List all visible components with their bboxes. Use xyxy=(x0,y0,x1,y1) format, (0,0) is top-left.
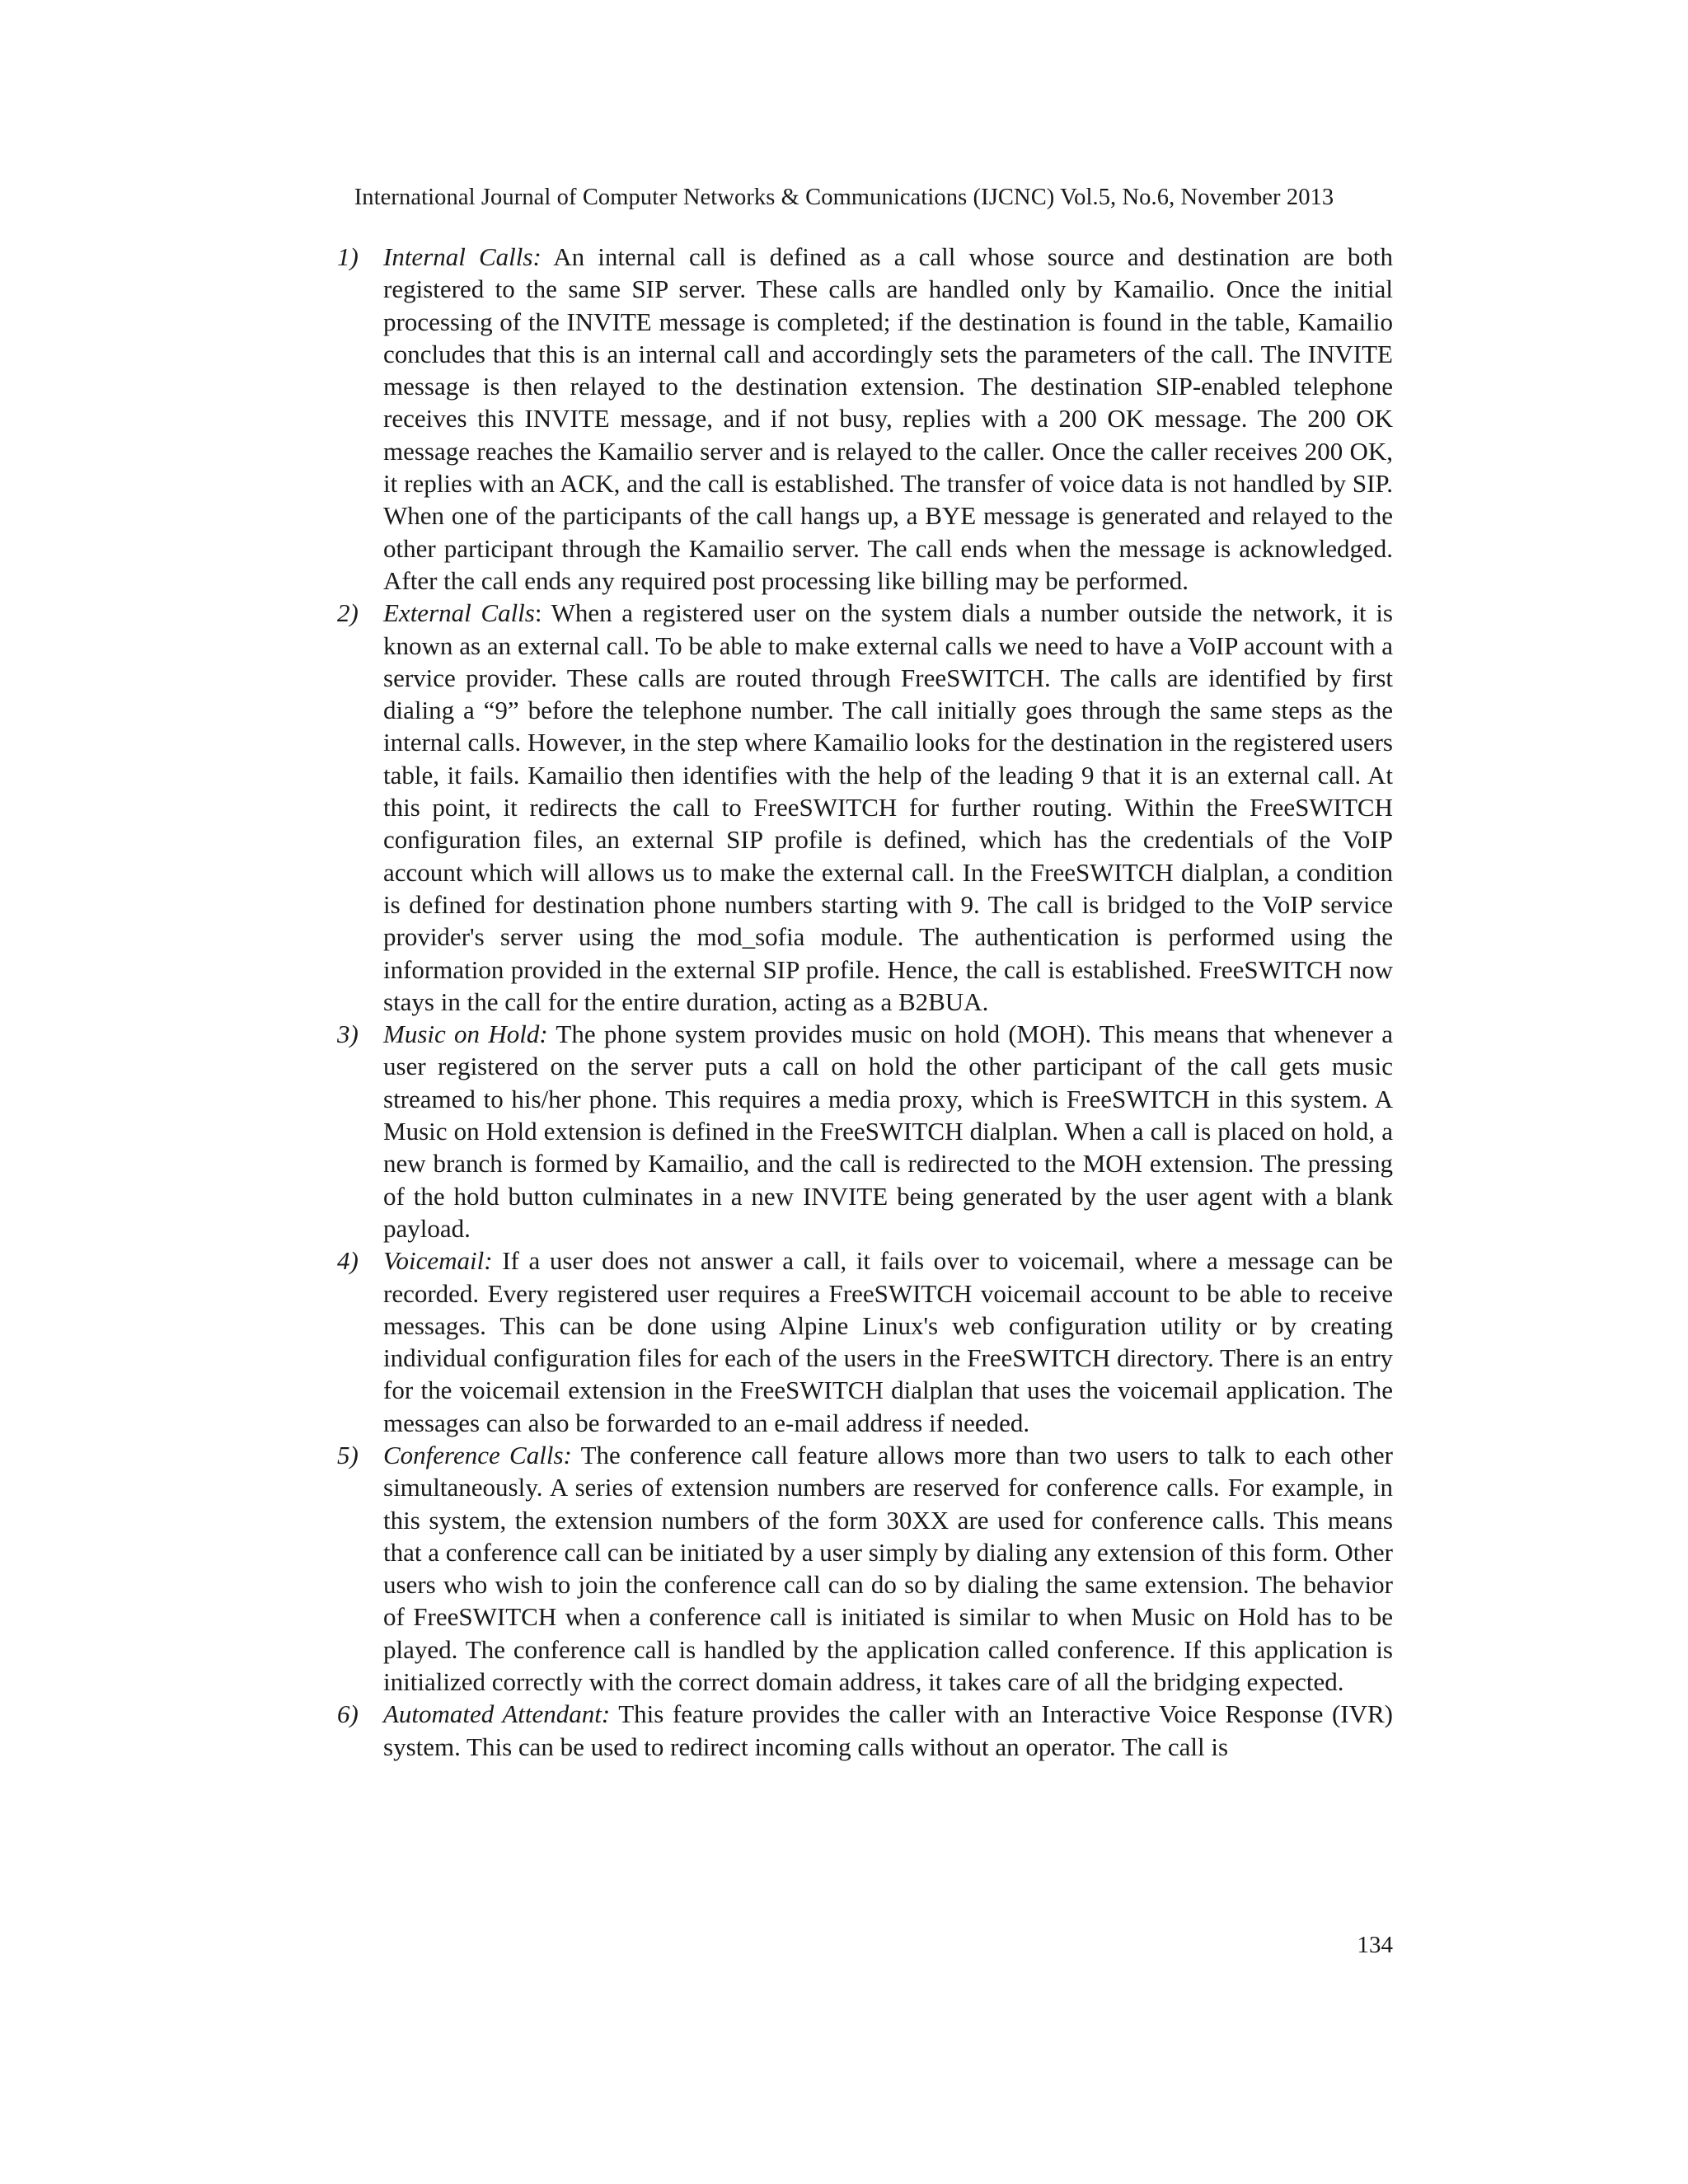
list-item-voicemail xyxy=(337,1244,1393,1439)
item-text: The conference call feature allows more than two users to talk to each other simultaneously. A series of extension numbers are reserved for conference calls. For example, in this system, the extension numbers of the form 30XX are used for conference calls. This means that a conference call can be initiated by a user simply by dialing any extension of this form. Other users who wish to join the conference call can do so by dialing the same extension. The behavior of FreeSWITCH when a conference call is initiated is similar to when Music on Hold has to be played. The conference call is handled by the application called conference. If this application is initialized correctly with the correct domain address, it takes care of all the bridging expected. xyxy=(383,1440,1393,1697)
item-title: Automated Attendant: xyxy=(383,1699,611,1729)
item-title: Internal Calls: xyxy=(383,242,542,271)
item-text: The phone system provides music on hold (MOH). This means that whenever a user registered on the server puts a call on hold the other participant of the call gets music streamed to his/her phone. This requires a media proxy, which is FreeSWITCH in this system. A Music on Hold extension is defined in the FreeSWITCH dialplan. When a call is placed on hold, a new branch is formed by Kamailio, and the call is redirected to the MOH extension. The pressing of the hold button culminates in a new INVITE being generated by the user agent with a blank payload. xyxy=(383,1019,1393,1243)
item-text: : When a registered user on the system dials a number outside the network, it is known as an external call. To be able to make external calls we need to have a VoIP account with a service provider. These calls are routed through FreeSWITCH. The calls are identified by first dialing a “9” before the telephone number. The call initially goes through the same steps as the internal calls. However, in the step where Kamailio looks for the destination in the registered users table, it fails. Kamailio then identifies with the help of the leading 9 that it is an external call. At this point, it redirects the call to FreeSWITCH for further routing. Within the FreeSWITCH configuration files, an external SIP profile is defined, which has the credentials of the VoIP account which will allows us to make the external call. In the FreeSWITCH dialplan, a condition is defined for destination phone numbers starting with 9. The call is bridged to the VoIP service provider's server using the mod_sofia module. The authentication is performed using the information provided in the external SIP profile. Hence, the call is established. FreeSWITCH now stays in the call for the entire duration, acting as a B2BUA. xyxy=(383,598,1393,1016)
item-body xyxy=(383,1018,1393,1244)
item-title: Music on Hold: xyxy=(383,1019,548,1049)
item-number: 1) xyxy=(337,242,359,271)
item-body xyxy=(383,597,1393,1018)
list-item-internal-calls xyxy=(337,241,1393,597)
item-title: Voicemail: xyxy=(383,1246,493,1276)
numbered-list xyxy=(337,241,1393,1763)
item-body xyxy=(383,1698,1393,1763)
item-body xyxy=(383,241,1393,597)
list-item-conference-calls xyxy=(337,1439,1393,1698)
item-number: 5) xyxy=(337,1440,359,1469)
list-item-music-on-hold xyxy=(337,1018,1393,1244)
journal-header: International Journal of Computer Networks & Communications (IJCNC) Vol.5, No.6, November 2013 xyxy=(354,185,1334,210)
list-item-external-calls xyxy=(337,597,1393,1018)
page-number: 134 xyxy=(1357,1932,1393,1958)
item-title: Conference Calls: xyxy=(383,1440,572,1469)
item-number: 6) xyxy=(337,1699,359,1729)
item-number: 2) xyxy=(337,598,359,628)
item-number: 3) xyxy=(337,1019,359,1049)
list-item-automated-attendant xyxy=(337,1698,1393,1763)
item-body xyxy=(383,1244,1393,1439)
item-text: An internal call is defined as a call whose source and destination are both registered to the same SIP server. These calls are handled only by Kamailio. Once the initial processing of the INVITE message is completed; if the destination is found in the table, Kamailio concludes that this is an internal call and accordingly sets the parameters of the call. The INVITE message is then relayed to the destination extension. The destination SIP-enabled telephone receives this INVITE message, and if not busy, replies with a 200 OK message. The 200 OK message reaches the Kamailio server and is relayed to the caller. Once the caller receives 200 OK, it replies with an ACK, and the call is established. The transfer of voice data is not handled by SIP. When one of the participants of the call hangs up, a BYE message is generated and relayed to the other participant through the Kamailio server. The call ends when the message is acknowledged. After the call ends any required post processing like billing may be performed. xyxy=(383,242,1393,595)
item-text: This feature provides the caller with an Interactive Voice Response (IVR) system. This can be used to redirect incoming calls without an operator. The call is xyxy=(383,1699,1393,1761)
item-title: External Calls xyxy=(383,598,535,628)
item-text: If a user does not answer a call, it fails over to voicemail, where a message can be recorded. Every registered user requires a FreeSWITCH voicemail account to be able to receive messages. This can be done using Alpine Linux's web configuration utility or by creating individual configuration files for each of the users in the FreeSWITCH directory. There is an entry for the voicemail extension in the FreeSWITCH dialplan that uses the voicemail application. The messages can also be forwarded to an e-mail address if needed. xyxy=(383,1246,1393,1437)
item-body xyxy=(383,1439,1393,1698)
item-number: 4) xyxy=(337,1246,359,1276)
